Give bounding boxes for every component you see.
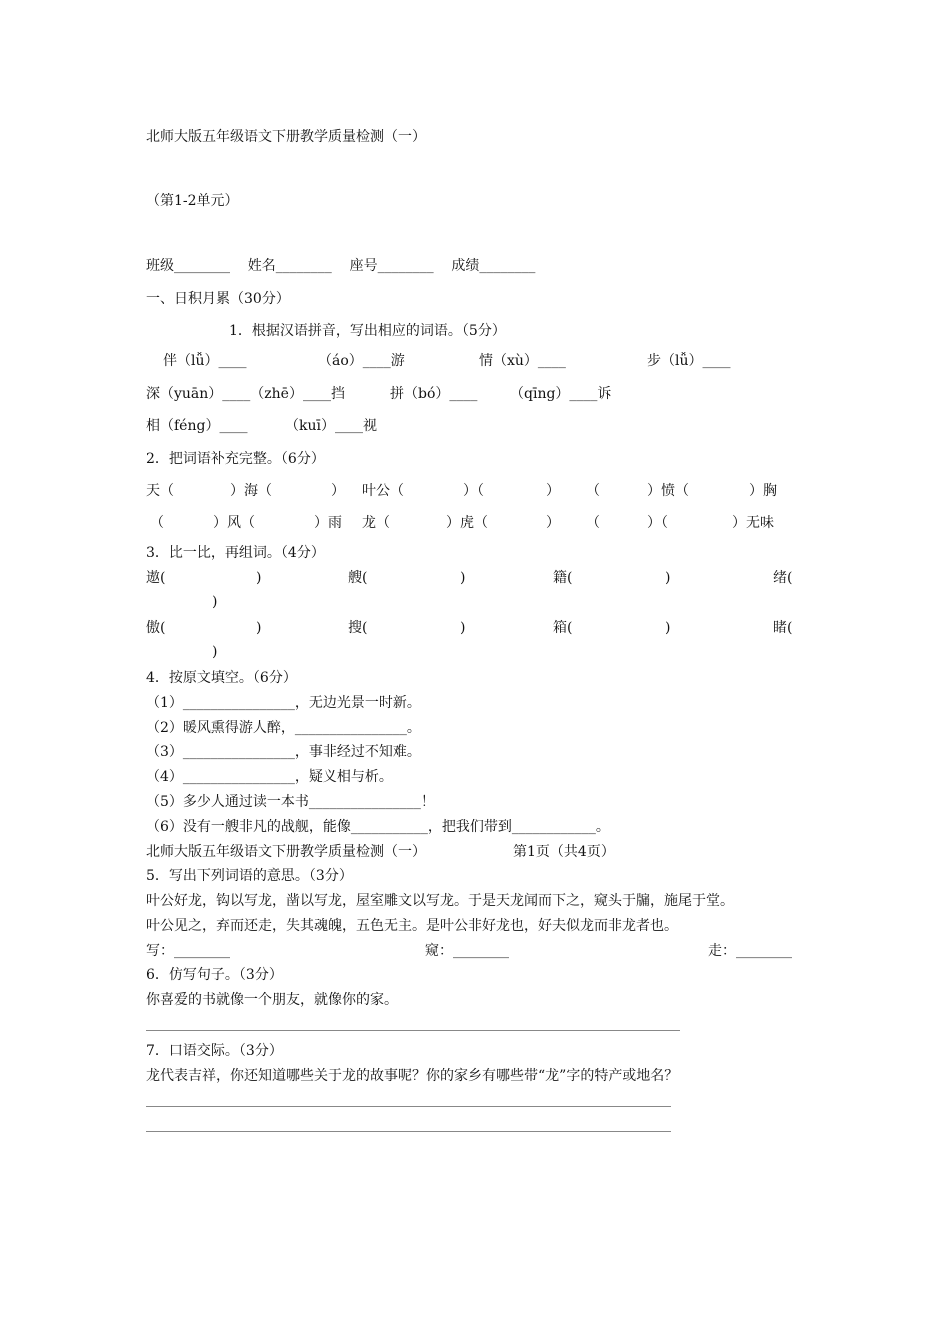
compare-item: 睹( xyxy=(773,620,793,636)
student-info-line: 班级________ 姓名________ 座号________ 成绩________ xyxy=(146,258,536,274)
idiom-part: ）虎（ xyxy=(446,515,488,531)
answer-line xyxy=(146,1131,671,1132)
compare-item: 搜( xyxy=(348,620,368,636)
question-text: 龙代表吉祥，你还知道哪些关于龙的故事呢？你的家乡有哪些带“龙”字的特产或地名？ xyxy=(146,1068,679,1084)
question-5-heading: 5．写出下列词语的意思。（3分） xyxy=(146,868,353,884)
compare-item: ) xyxy=(256,620,262,636)
pinyin-item: 伴（lǚ）____ xyxy=(163,353,247,369)
fill-line: （1）________________，无边光景一时新。 xyxy=(146,695,421,711)
idiom-part: ）（ xyxy=(647,515,668,531)
passage-line: 叶公好龙，钩以写龙，凿以写龙，屋室雕文以写龙。于是天龙闻而下之，窥头于牖，施尾于堂。 xyxy=(146,893,734,909)
idiom-part: ） xyxy=(546,483,560,499)
idiom-part: ）风（ xyxy=(213,515,255,531)
answer-line xyxy=(146,1106,671,1107)
question-2-heading: 2．把词语补充完整。（6分） xyxy=(146,451,325,467)
compare-item: ) xyxy=(460,570,466,586)
pinyin-item: 步（lǚ）____ xyxy=(647,353,731,369)
pinyin-item: 相（féng）____ xyxy=(146,418,248,434)
fill-line: （5）多少人通过读一本书________________！ xyxy=(146,794,435,810)
compare-item: 艘( xyxy=(348,570,368,586)
compare-item: 遨( xyxy=(146,570,166,586)
pinyin-item: 情（xù）____ xyxy=(479,353,566,369)
page-number: 第1页（共4页） xyxy=(513,844,615,860)
fill-line: （2）暖风熏得游人醉，________________。 xyxy=(146,720,421,736)
pinyin-item: 拼（bó）____ xyxy=(390,386,478,402)
idiom-part: 叶公（ xyxy=(362,483,404,499)
compare-item: ) xyxy=(460,620,466,636)
example-sentence: 你喜爱的书就像一个朋友，就像你的家。 xyxy=(146,992,398,1008)
question-7-heading: 7．口语交际。（3分） xyxy=(146,1043,283,1059)
fill-line: （6）没有一艘非凡的战舰，能像___________，把我们带到____________。 xyxy=(146,819,610,835)
question-1-heading: 1．根据汉语拼音，写出相应的词语。（5分） xyxy=(229,323,506,339)
idiom-part: ）雨 xyxy=(314,515,342,531)
compare-item: 傲( xyxy=(146,620,166,636)
idiom-part: ）愤（ xyxy=(647,483,689,499)
question-6-heading: 6．仿写句子。（3分） xyxy=(146,967,283,983)
fill-line: （3）________________，事非经过不知难。 xyxy=(146,744,421,760)
idiom-part: ）海（ xyxy=(230,483,272,499)
page-footer-title: 北师大版五年级语文下册教学质量检测（一） xyxy=(146,844,426,860)
meaning-blank: 写：________ xyxy=(146,943,230,959)
section-heading: 一、日积月累（30分） xyxy=(146,291,290,307)
meaning-blank: 窥：________ xyxy=(425,943,509,959)
idiom-part: ） xyxy=(331,483,345,499)
idiom-part: ）胸 xyxy=(749,483,777,499)
idiom-part: 天（ xyxy=(146,483,174,499)
idiom-part: （ xyxy=(150,515,164,531)
compare-item: ) xyxy=(212,594,218,610)
passage-line: 叶公见之，弃而还走，失其魂魄，五色无主。是叶公非好龙也，好夫似龙而非龙者也。 xyxy=(146,918,678,934)
compare-item: ) xyxy=(212,644,218,660)
answer-line xyxy=(146,1030,680,1031)
compare-item: ) xyxy=(665,570,671,586)
question-3-heading: 3．比一比，再组词。（4分） xyxy=(146,545,325,561)
fill-line: （4）________________，疑义相与析。 xyxy=(146,769,393,785)
unit-subtitle: （第1-2单元） xyxy=(146,193,239,209)
pinyin-item: 深（yuān）____（zhē）____挡 xyxy=(146,386,345,402)
compare-item: ) xyxy=(665,620,671,636)
idiom-part: （ xyxy=(586,515,600,531)
meaning-blank: 走：________ xyxy=(708,943,792,959)
pinyin-item: （qīng）____诉 xyxy=(510,386,612,402)
idiom-part: 龙（ xyxy=(362,515,390,531)
idiom-part: ）无味 xyxy=(732,515,774,531)
compare-item: 箱( xyxy=(553,620,573,636)
pinyin-item: （kuī）____视 xyxy=(285,418,377,434)
pinyin-item: （áo）____游 xyxy=(318,353,405,369)
question-4-heading: 4．按原文填空。（6分） xyxy=(146,670,297,686)
document-title: 北师大版五年级语文下册教学质量检测（一） xyxy=(146,129,426,145)
compare-item: ) xyxy=(256,570,262,586)
compare-item: 籍( xyxy=(553,570,573,586)
idiom-part: （ xyxy=(586,483,600,499)
compare-item: 绪( xyxy=(773,570,793,586)
idiom-part: ） xyxy=(546,515,560,531)
idiom-part: ）（ xyxy=(463,483,484,499)
